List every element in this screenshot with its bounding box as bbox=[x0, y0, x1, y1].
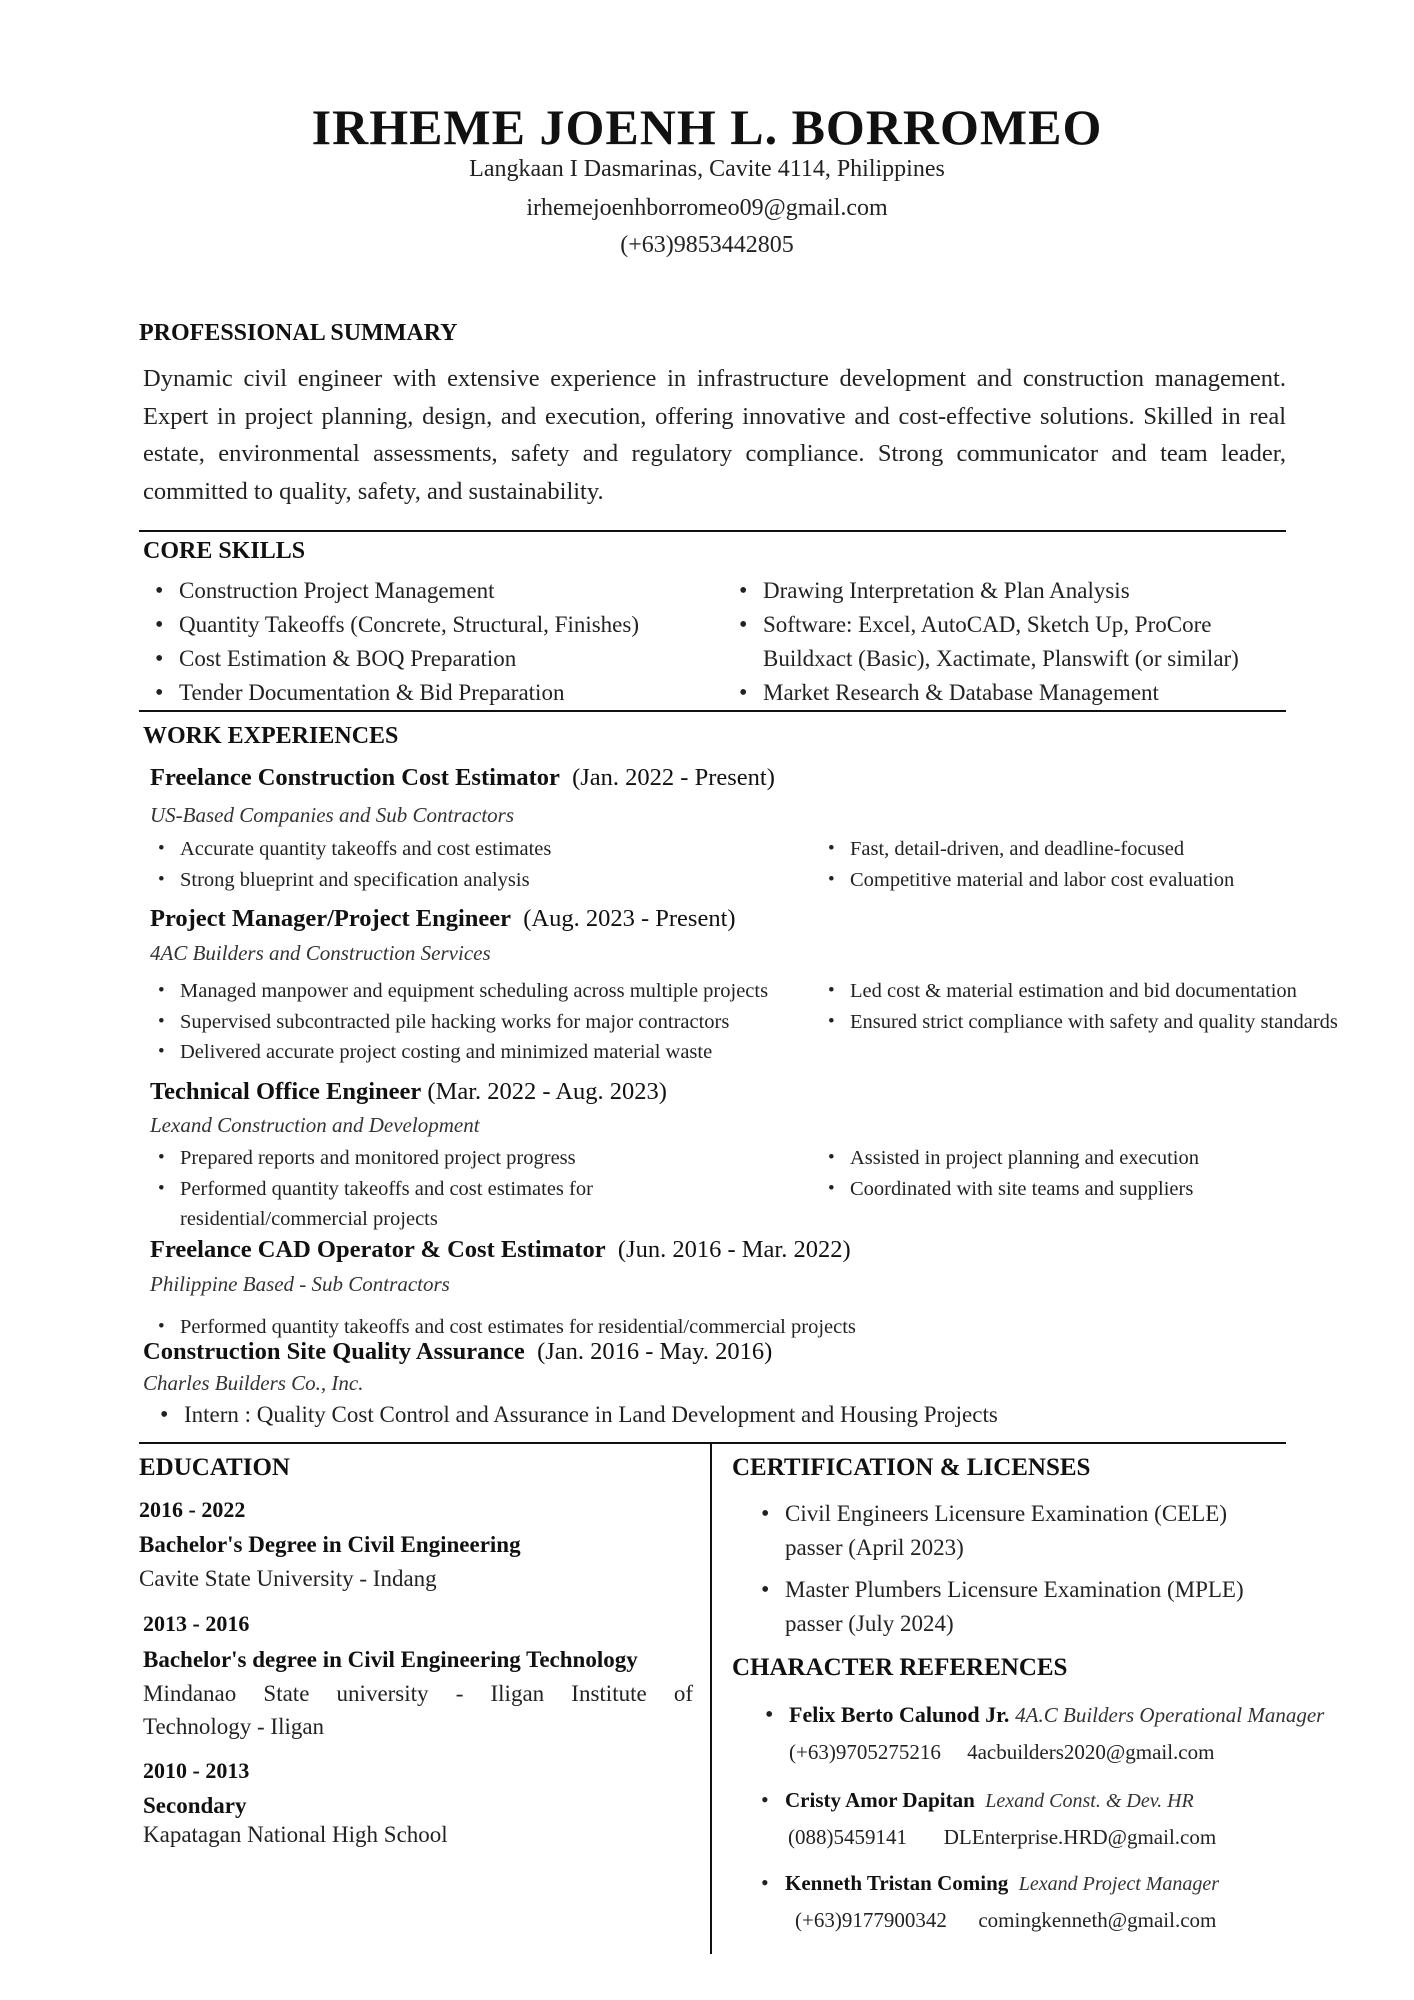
work-title: WORK EXPERIENCES bbox=[143, 723, 399, 749]
reference-name: Felix Berto Calunod Jr. bbox=[789, 1702, 1010, 1727]
column-divider bbox=[710, 1442, 712, 1954]
job-duty: • Accurate quantity takeoffs and cost estimates bbox=[150, 834, 551, 865]
job-title: Technical Office Engineer (Mar. 2022 - Aug. 2023) bbox=[150, 1078, 667, 1105]
reference-email: DLEnterprise.HRD@gmail.com bbox=[943, 1825, 1217, 1849]
skill-item: • Cost Estimation & BOQ Preparation bbox=[149, 642, 639, 676]
edu-school: Mindanao State university - Iligan Institute of bbox=[143, 1681, 693, 1706]
email: irhemejoenhborromeo09@gmail.com bbox=[526, 195, 888, 221]
job-dates: (Jun. 2016 - Mar. 2022) bbox=[617, 1236, 851, 1263]
job-company: 4AC Builders and Construction Services bbox=[150, 941, 491, 965]
skill-item: • Software: Excel, AutoCAD, Sketch Up, ProCore bbox=[733, 608, 1239, 642]
edu-school-continuation: Technology - Iligan bbox=[143, 1714, 325, 1739]
job-duty: • Ensured strict compliance with safety and quality standards bbox=[820, 1007, 1338, 1038]
job-dates: (Aug. 2023 - Present) bbox=[523, 905, 736, 932]
reference-name: Kenneth Tristan Coming bbox=[785, 1871, 1009, 1895]
skills-title: CORE SKILLS bbox=[143, 538, 306, 564]
job-duties-left bbox=[150, 976, 768, 1068]
divider bbox=[139, 1442, 1286, 1444]
job-duties-right bbox=[820, 976, 1338, 1037]
skill-item: • Quantity Takeoffs (Concrete, Structural, Finishes) bbox=[149, 608, 639, 642]
reference-phone: (+63)9177900342 bbox=[795, 1908, 947, 1932]
job-duty: • Intern : Quality Cost Control and Assurance in Land Development and Housing Projects bbox=[154, 1398, 998, 1432]
job-company: Charles Builders Co., Inc. bbox=[143, 1371, 364, 1395]
job-duties-right bbox=[820, 834, 1234, 895]
job-duties-left bbox=[150, 1143, 593, 1235]
job-duty: • Performed quantity takeoffs and cost estimates for residential/commercial projects bbox=[150, 1312, 856, 1343]
skill-item: • Construction Project Management bbox=[149, 574, 639, 608]
address: Langkaan I Dasmarinas, Cavite 4114, Philippines bbox=[469, 156, 945, 182]
reference-email: comingkenneth@gmail.com bbox=[978, 1908, 1217, 1932]
job-duty: • Assisted in project planning and execution bbox=[820, 1143, 1199, 1174]
reference-name: Cristy Amor Dapitan bbox=[785, 1788, 975, 1812]
job-duties-right bbox=[820, 1143, 1199, 1204]
edu-degree: Bachelor's Degree in Civil Engineering bbox=[139, 1532, 521, 1557]
reference-contact bbox=[789, 1740, 1214, 1765]
skill-item: • Tender Documentation & Bid Preparation bbox=[149, 676, 639, 710]
job-duty: • Fast, detail-driven, and deadline-focused bbox=[820, 834, 1234, 865]
reference-item bbox=[755, 1783, 1194, 1818]
reference-phone: (+63)9705275216 bbox=[789, 1740, 941, 1764]
certifications-list bbox=[755, 1497, 1244, 1641]
certification-item: • Master Plumbers Licensure Examination (MPLE) passer (July 2024) bbox=[755, 1573, 1244, 1641]
skills-right-list bbox=[733, 574, 1239, 710]
candidate-name: IRHEME JOENH L. BORROMEO bbox=[311, 99, 1103, 155]
job-duty: • Prepared reports and monitored project progress bbox=[150, 1143, 593, 1174]
reference-item bbox=[759, 1698, 1324, 1732]
job-duty: • Strong blueprint and specification analysis bbox=[150, 865, 551, 896]
job-dates: (Jan. 2022 - Present) bbox=[572, 764, 775, 791]
job-title: Freelance Construction Cost Estimator (Jan. 2022 - Present) bbox=[150, 764, 775, 791]
education-title: EDUCATION bbox=[139, 1454, 290, 1481]
reference-item bbox=[755, 1866, 1219, 1901]
job-title: Construction Site Quality Assurance (Jan. 2016 - May. 2016) bbox=[143, 1338, 773, 1365]
job-duty: • Coordinated with site teams and suppliers bbox=[820, 1174, 1199, 1205]
job-duties-left bbox=[154, 1398, 998, 1432]
reference-phone: (088)5459141 bbox=[788, 1825, 907, 1849]
summary-text: Dynamic civil engineer with extensive experience in infrastructure development and construction management. Expert in project planning, design, and execution, offering innovative and cost-effective solutions. Skilled in real estate, environmental assessments, safety and regulatory compliance. Strong communicator and team leader, committed to quality, safety, and sustainability. bbox=[143, 365, 1286, 505]
job-dates: (Mar. 2022 - Aug. 2023) bbox=[427, 1078, 667, 1105]
reference-contact bbox=[795, 1908, 1216, 1933]
job-duty-continuation: residential/commercial projects bbox=[180, 1208, 438, 1230]
divider bbox=[139, 710, 1286, 712]
skill-item-continuation: Buildxact (Basic), Xactimate, Planswift (or similar) bbox=[763, 646, 1239, 671]
skills-left-list bbox=[149, 574, 639, 710]
certifications-title: CERTIFICATION & LICENSES bbox=[732, 1454, 1091, 1481]
divider bbox=[139, 530, 1286, 532]
job-duty: • Competitive material and labor cost evaluation bbox=[820, 865, 1234, 896]
edu-years: 2010 - 2013 bbox=[143, 1758, 250, 1783]
reference-role: Lexand Const. & Dev. HR bbox=[985, 1790, 1194, 1812]
job-duty: • Managed manpower and equipment scheduling across multiple projects bbox=[150, 976, 768, 1007]
job-duty: • Delivered accurate project costing and minimized material waste bbox=[150, 1037, 768, 1068]
references-title: CHARACTER REFERENCES bbox=[732, 1654, 1068, 1681]
skill-item: • Market Research & Database Management bbox=[733, 676, 1239, 710]
job-company: Philippine Based - Sub Contractors bbox=[150, 1272, 450, 1296]
edu-degree: Secondary bbox=[143, 1793, 247, 1818]
summary-title: PROFESSIONAL SUMMARY bbox=[139, 320, 458, 346]
job-company: Lexand Construction and Development bbox=[150, 1113, 480, 1137]
edu-school: Kapatagan National High School bbox=[143, 1822, 448, 1847]
skill-item: • Drawing Interpretation & Plan Analysis bbox=[733, 574, 1239, 608]
job-duty: • Supervised subcontracted pile hacking works for major contractors bbox=[150, 1007, 768, 1038]
job-title: Project Manager/Project Engineer (Aug. 2023 - Present) bbox=[150, 905, 736, 932]
certification-item: • Civil Engineers Licensure Examination (CELE) passer (April 2023) bbox=[755, 1497, 1244, 1565]
edu-years: 2016 - 2022 bbox=[139, 1497, 246, 1522]
edu-years: 2013 - 2016 bbox=[143, 1611, 250, 1636]
edu-school: Cavite State University - Indang bbox=[139, 1566, 437, 1591]
edu-degree: Bachelor's degree in Civil Engineering Technology bbox=[143, 1647, 638, 1672]
job-title: Freelance CAD Operator & Cost Estimator (Jun. 2016 - Mar. 2022) bbox=[150, 1236, 851, 1263]
job-duty: • Performed quantity takeoffs and cost estimates for bbox=[150, 1174, 593, 1205]
job-duties-left bbox=[150, 834, 551, 895]
reference-email: 4acbuilders2020@gmail.com bbox=[967, 1740, 1215, 1764]
phone: (+63)9853442805 bbox=[620, 232, 794, 258]
reference-role: Lexand Project Manager bbox=[1018, 1873, 1220, 1895]
job-duty: • Led cost & material estimation and bid documentation bbox=[820, 976, 1338, 1007]
reference-contact bbox=[788, 1825, 1216, 1850]
job-company: US-Based Companies and Sub Contractors bbox=[150, 803, 514, 827]
reference-role: 4A.C Builders Operational Manager bbox=[1015, 1703, 1325, 1727]
job-dates: (Jan. 2016 - May. 2016) bbox=[537, 1338, 773, 1365]
